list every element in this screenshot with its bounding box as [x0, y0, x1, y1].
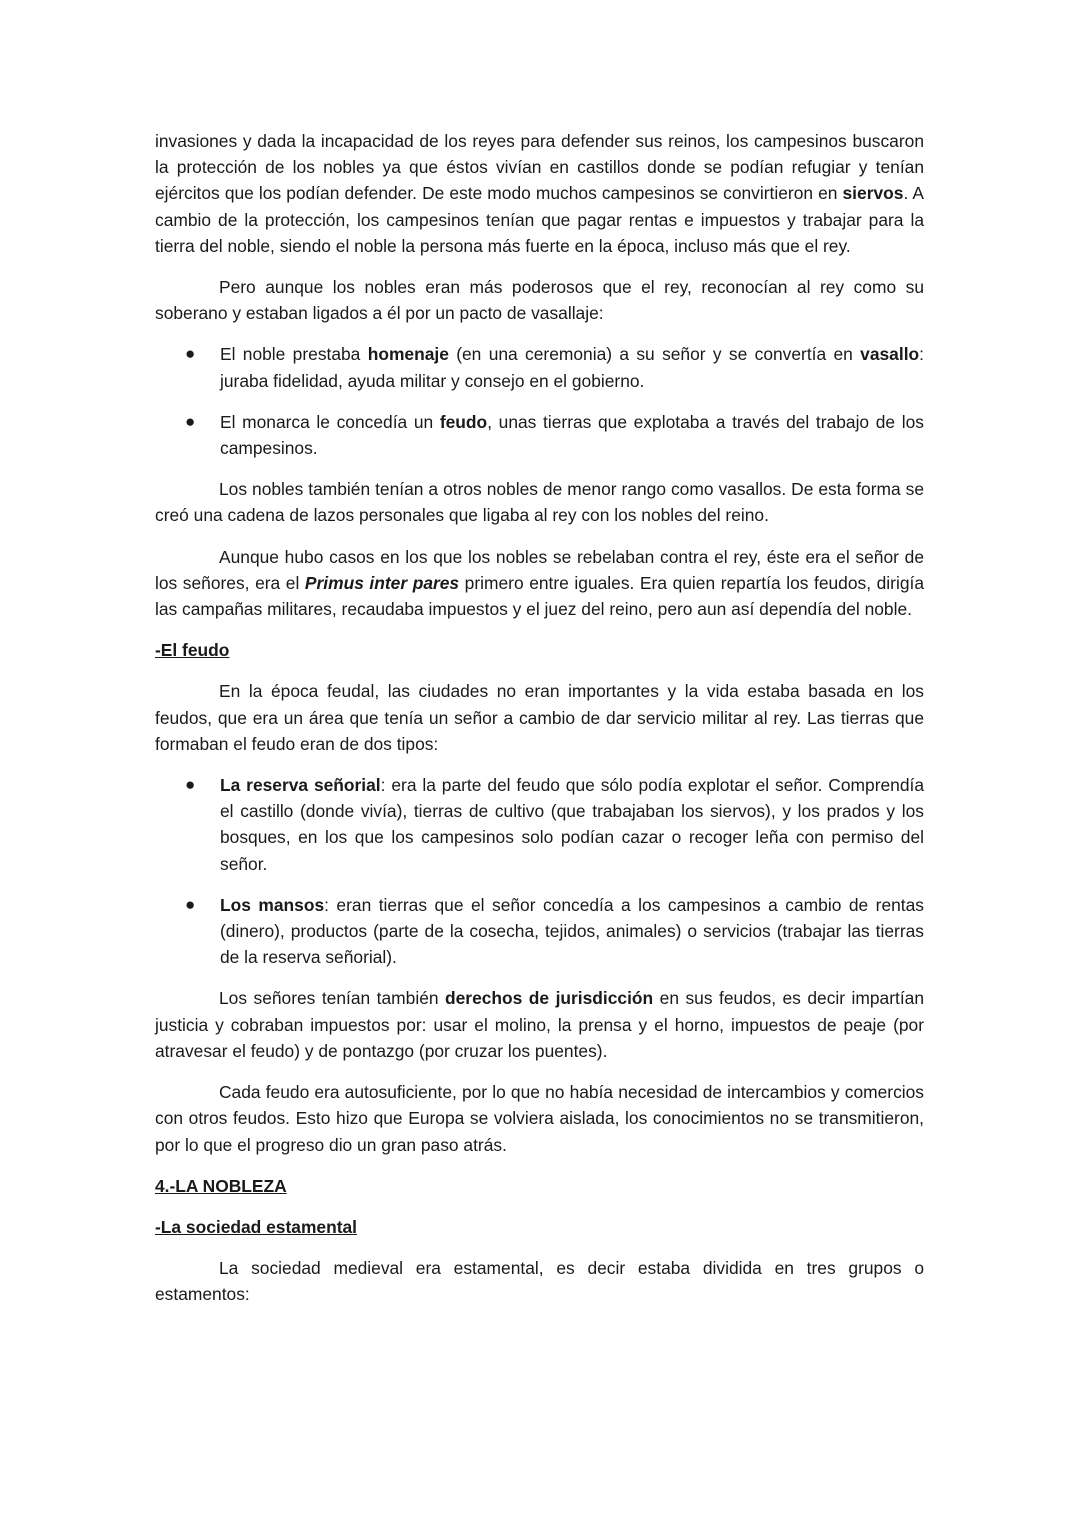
paragraph-jurisdiccion: Los señores tenían también derechos de jurisdicción en sus feudos, es decir impartían justicia y cobraban impuestos por: usar el molino, la prensa y el horno, impuestos de peaje (por atravesar el feudo) y de pontazgo (por cruzar los puentes). [155, 988, 925, 1061]
bullet-icon: ● [185, 344, 196, 364]
paragraph-cadena-lazos: Los nobles también tenían a otros nobles de menor rango como vasallos. De esta forma se creó una cadena de lazos personales que ligaba al rey con los nobles del reino. [155, 479, 924, 526]
list-item: ● El noble prestaba homenaje (en una ceremonia) a su señor y se convertía en vasallo: juraba fidelidad, ayuda militar y consejo en el gobierno. [155, 341, 924, 393]
term-derechos-jurisdiccion: derechos de jurisdicción [445, 988, 654, 1009]
bullet-icon: ● [185, 411, 196, 431]
heading-la-nobleza: 4.-LA NOBLEZA [155, 1175, 287, 1196]
term-vasallo: vasallo [860, 344, 920, 365]
term-mansos: Los mansos [220, 894, 325, 915]
paragraph-primus-inter-pares: Aunque hubo casos en los que los nobles se rebelaban contra el rey, éste era el señor de los señores, era el Primus inter pares primero entre iguales. Era quien repartía los feudos, dirigía las campañas militares, recaudaba impuestos y el juez del reino, pero aun así dependía del noble. [155, 546, 924, 620]
term-homenaje: homenaje [367, 344, 449, 365]
paragraph-sociedad-medieval: La sociedad medieval era estamental, es decir estaba dividida en tres grupos o estamentos: [155, 1258, 924, 1305]
paragraph-vasallaje-intro: Pero aunque los nobles eran más poderosos que el rey, reconocían al rey como su soberano y estaban ligados a él por un pacto de vasallaje: [155, 277, 924, 324]
term-feudo: feudo [439, 411, 488, 432]
term-primus-inter-pares: Primus inter pares [304, 572, 460, 593]
tierras-feudo-list [155, 772, 924, 970]
vasallaje-list [155, 341, 924, 461]
bullet-icon: ● [185, 894, 196, 914]
heading-el-feudo: -El feudo [155, 640, 230, 661]
list-item: ● Los mansos: eran tierras que el señor concedía a los campesinos a cambio de rentas (dinero), productos (parte de la cosecha, tejidos, animales) o servicios (trabajar las tierras de la reserva señorial). [155, 892, 924, 971]
paragraph-autosuficiente: Cada feudo era autosuficiente, por lo que no había necesidad de intercambios y comercios con otros feudos. Esto hizo que Europa se volviera aislada, los conocimientos no se transmitieron, por lo que el progreso dio un gran paso atrás. [155, 1082, 924, 1155]
term-siervos: siervos [842, 183, 904, 204]
list-item: ● La reserva señorial: era la parte del feudo que sólo podía explotar el señor. Comprendía el castillo (donde vivía), tierras de cultivo (que trabajaban los siervos), y los prados y los bosques, en los que los campesinos solo podían cazar o recoger leña con permiso del señor. [155, 772, 924, 877]
paragraph-invasiones: invasiones y dada la incapacidad de los reyes para defender sus reinos, los campesinos buscaron la protección de los nobles ya que éstos vivían en castillos donde se podían refugiar y tenían ejércitos que los podían defender. De este modo muchos campesinos se convirtieron en siervos. A cambio de la protección, los campesinos tenían que pagar rentas e impuestos y trabajar para la tierra del noble, siendo el noble la persona más fuerte en la época, incluso más que el rey. [155, 131, 924, 256]
paragraph-epoca-feudal: En la época feudal, las ciudades no eran importantes y la vida estaba basada en los feudos, que era un área que tenía un señor a cambio de dar servicio militar al rey. Las tierras que formaban el feudo eran de dos tipos: [155, 681, 924, 754]
bullet-icon: ● [185, 775, 196, 795]
term-reserva-senorial: La reserva señorial [220, 775, 381, 796]
heading-sociedad-estamental: -La sociedad estamental [155, 1216, 357, 1237]
list-item: ● El monarca le concedía un feudo, unas tierras que explotaba a través del trabajo de los campesinos. [155, 409, 924, 461]
document-page [155, 128, 924, 1323]
